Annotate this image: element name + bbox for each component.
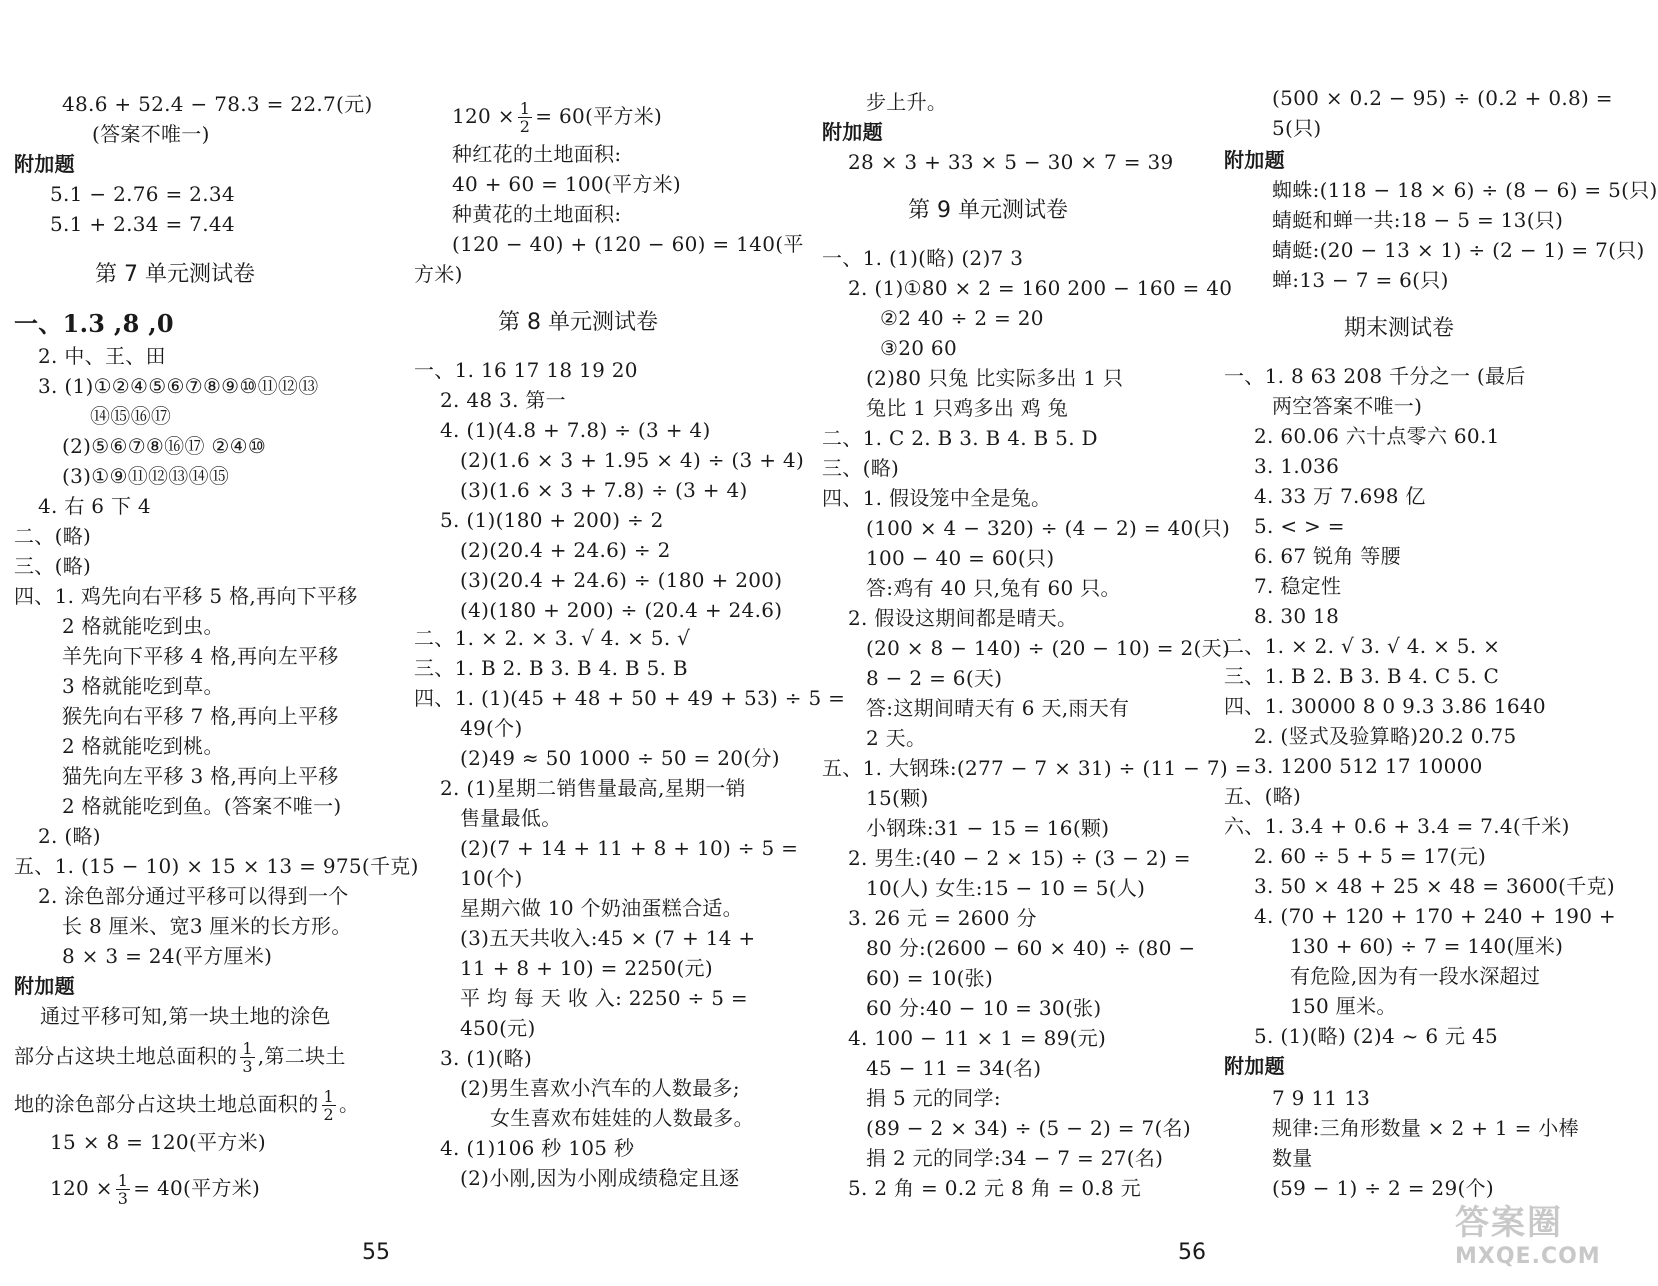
text-line: (2)(1.6 × 3 + 1.95 × 4) ÷ (3 + 4) [460, 448, 805, 472]
text-line: 8. 30 18 [1254, 604, 1340, 628]
text-line: 49(个) [460, 716, 523, 740]
text-line: (2)小刚,因为小刚成绩稳定且逐 [460, 1166, 740, 1190]
text-line: 5(只) [1272, 116, 1322, 140]
fraction [322, 1088, 336, 1123]
text-line: (2)(20.4 + 24.6) ÷ 2 [460, 538, 671, 562]
text-line: 答:这期间晴天有 6 天,雨天有 [866, 696, 1130, 720]
text-line: 一、1. (1)(略) (2)7 3 [822, 246, 1024, 270]
text-line: (4)(180 + 200) ÷ (20.4 + 24.6) [460, 598, 783, 622]
text-line: 四、1. 鸡先向右平移 5 格,再向下平移 [14, 584, 358, 608]
text-line: 二、1. × 2. × 3. √ 4. × 5. √ [414, 626, 691, 650]
text-line: 4. (1)106 秒 105 秒 [440, 1136, 635, 1160]
text-line: 四、1. 30000 8 0 9.3 3.86 1640 [1224, 694, 1546, 718]
text-line: 8 × 3 = 24(平方厘米) [62, 944, 273, 968]
page-number: 56 [1178, 1240, 1206, 1265]
text-line: 女生喜欢布娃娃的人数最多。 [490, 1106, 754, 1130]
text-line: 星期六做 10 个奶油蛋糕合适。 [460, 896, 743, 920]
text-line: 蝉:13 − 7 = 6(只) [1272, 268, 1449, 292]
text-line: (20 × 8 − 140) ÷ (20 − 10) = 2(天) [866, 636, 1231, 660]
text-line: 二、1. × 2. √ 3. √ 4. × 5. × [1224, 634, 1501, 658]
text-line: 售量最低。 [460, 806, 562, 830]
text-line: (2)⑤⑥⑦⑧⑯⑰ ②④⑩ [62, 434, 267, 458]
text-line: 2. 男生:(40 − 2 × 15) ÷ (3 − 2) = [848, 846, 1191, 870]
text-line: 方米) [414, 262, 463, 286]
text-line: 一、1.3 ,8 ,0 [14, 309, 174, 338]
unit-heading: 期末测试卷 [1344, 316, 1455, 341]
fraction-denominator: 3 [117, 1189, 129, 1208]
text-line: 2. (略) [38, 824, 101, 848]
text-fragment: 120 × [452, 104, 515, 128]
text-line: 一、1. 16 17 18 19 20 [414, 358, 638, 382]
text-line: 捐 2 元的同学:34 − 7 = 27(名) [866, 1146, 1164, 1170]
text-line: 蜻蜓和蝉一共:18 − 5 = 13(只) [1272, 208, 1564, 232]
text-line: 四、1. 假设笼中全是兔。 [822, 486, 1052, 510]
text-line: 2. 48 3. 第一 [440, 388, 566, 412]
text-line: 猫先向左平移 3 格,再向上平移 [62, 764, 339, 788]
text-line: 步上升。 [866, 90, 948, 114]
text-line: 通过平移可知,第一块土地的涂色 [40, 1004, 331, 1028]
section-label: 附加题 [1224, 148, 1285, 172]
text-line: 45 − 11 = 34(名) [866, 1056, 1042, 1080]
text-line: 4. 100 − 11 × 1 = 89(元) [848, 1026, 1107, 1050]
text-line: 60 分:40 − 10 = 30(张) [866, 996, 1102, 1020]
text-line: 答:鸡有 40 只,兔有 60 只。 [866, 576, 1121, 600]
unit-heading: 第 8 单元测试卷 [498, 310, 658, 335]
fraction-numerator: 1 [242, 1039, 253, 1058]
text-line: 五、1. (15 − 10) × 15 × 13 = 975(千克) [14, 854, 419, 878]
text-line: 五、1. 大钢珠:(277 − 7 × 31) ÷ (11 − 7) = [822, 756, 1252, 780]
text-line: 一、1. 8 63 208 千分之一 (最后 [1224, 364, 1526, 388]
text-line: ③20 60 [880, 336, 957, 360]
text-line: 7 9 11 13 [1272, 1086, 1371, 1110]
text-line: 4. (70 + 120 + 170 + 240 + 190 + [1254, 904, 1616, 928]
text-line: 2. (竖式及验算略)20.2 0.75 [1254, 724, 1517, 748]
text-line: 5. (1)(略) (2)4 ~ 6 元 45 [1254, 1024, 1499, 1048]
text-line: 四、1. (1)(45 + 48 + 50 + 49 + 53) ÷ 5 = [414, 686, 846, 710]
text-line: 2 天。 [866, 726, 927, 750]
text-line: 捐 5 元的同学: [866, 1086, 1001, 1110]
text-line: 规律:三角形数量 × 2 + 1 = 小棒 [1272, 1116, 1579, 1140]
text-line: 有危险,因为有一段水深超过 [1290, 964, 1541, 988]
watermark-logo [1455, 1195, 1601, 1283]
text-line: 2 格就能吃到鱼。(答案不唯一) [62, 794, 342, 818]
watermark-text: 答案圈 [1455, 1203, 1563, 1243]
text-line [14, 1040, 346, 1075]
text-line [452, 100, 662, 135]
text-fragment: = 60(平方米) [535, 104, 663, 128]
text-line [14, 1088, 359, 1123]
text-line: 二、1. C 2. B 3. B 4. B 5. D [822, 426, 1098, 450]
fraction [240, 1040, 254, 1075]
text-line: (3)①⑨⑪⑫⑬⑭⑮ [62, 464, 230, 488]
text-line: 80 分:(2600 − 60 × 40) ÷ (80 − [866, 936, 1196, 960]
text-line: 三、(略) [14, 554, 92, 578]
watermark-text: MXQE.COM [1455, 1244, 1601, 1269]
text-line: 兔比 1 只鸡多出 鸡 兔 [866, 396, 1069, 420]
text-line: (2)(7 + 14 + 11 + 8 + 10) ÷ 5 = [460, 836, 799, 860]
text-line: 小钢珠:31 − 15 = 16(颗) [866, 816, 1110, 840]
text-line: 2. 60 ÷ 5 + 5 = 17(元) [1254, 844, 1487, 868]
fraction-numerator: 1 [323, 1087, 334, 1106]
text-line: 15(颗) [866, 786, 929, 810]
text-line: 4. (1)(4.8 + 7.8) ÷ (3 + 4) [440, 418, 711, 442]
text-line: 150 厘米。 [1290, 994, 1397, 1018]
text-line: (答案不唯一) [92, 122, 210, 146]
text-line: (3)五天共收入:45 × (7 + 14 + [460, 926, 756, 950]
text-line: 11 + 8 + 10) = 2250(元) [460, 956, 713, 980]
text-line: 3. (1)(略) [440, 1046, 533, 1070]
text-fragment: 。 [338, 1092, 360, 1116]
unit-heading: 第 9 单元测试卷 [908, 198, 1068, 223]
text-line: 3. 26 元 = 2600 分 [848, 906, 1037, 930]
text-line: ②2 40 ÷ 2 = 20 [880, 306, 1044, 330]
text-line: 2 格就能吃到桃。 [62, 734, 224, 758]
text-line: 长 8 厘米、宽3 厘米的长方形。 [62, 914, 352, 938]
text-line: 2. 中、王、田 [38, 344, 166, 368]
text-line: 种红花的土地面积: [452, 142, 622, 166]
text-line: 3. 1200 512 17 10000 [1254, 754, 1483, 778]
text-line: 三、1. B 2. B 3. B 4. B 5. B [414, 656, 688, 680]
fraction-denominator: 3 [242, 1057, 253, 1076]
text-line: 五、(略) [1224, 784, 1302, 808]
text-line: 15 × 8 = 120(平方米) [50, 1130, 266, 1154]
text-line: ⑭⑮⑯⑰ [90, 404, 172, 428]
fraction-numerator: 1 [519, 99, 531, 118]
text-line: 6. 67 锐角 等腰 [1254, 544, 1401, 568]
text-line: 5.1 + 2.34 = 7.44 [50, 212, 235, 236]
text-line: 28 × 3 + 33 × 5 − 30 × 7 = 39 [848, 150, 1174, 174]
text-line: (500 × 0.2 − 95) ÷ (0.2 + 0.8) = [1272, 86, 1613, 110]
fraction-denominator: 2 [519, 117, 531, 136]
text-line: 2 格就能吃到虫。 [62, 614, 224, 638]
text-line: 3. (1)①②④⑤⑥⑦⑧⑨⑩⑪⑫⑬ [38, 374, 319, 398]
text-line: 2. (1)星期二销售量最高,星期一销 [440, 776, 746, 800]
page-number: 55 [362, 1240, 390, 1265]
text-fragment: 部分占这块土地总面积的 [14, 1044, 238, 1068]
text-line: 三、(略) [822, 456, 900, 480]
text-line: 7. 稳定性 [1254, 574, 1342, 598]
text-line: 2. 假设这期间都是晴天。 [848, 606, 1078, 630]
text-line: (2)男生喜欢小汽车的人数最多; [460, 1076, 740, 1100]
text-line: 2. 60.06 六十点零六 60.1 [1254, 424, 1500, 448]
text-line: 2. 涂色部分通过平移可以得到一个 [38, 884, 349, 908]
section-label: 附加题 [1224, 1054, 1285, 1078]
text-line: 3. 1.036 [1254, 454, 1340, 478]
fraction [518, 100, 532, 135]
text-line: 2. (1)①80 × 2 = 160 200 − 160 = 40 [848, 276, 1233, 300]
text-line: (120 − 40) + (120 − 60) = 140(平 [452, 232, 804, 256]
text-line: 数量 [1272, 1146, 1313, 1170]
text-line: 蜻蜓:(20 − 13 × 1) ÷ (2 − 1) = 7(只) [1272, 238, 1645, 262]
text-line: 100 − 40 = 60(只) [866, 546, 1055, 570]
section-label: 附加题 [822, 120, 883, 144]
text-fragment: ,第二块土 [257, 1044, 346, 1068]
text-line: 450(元) [460, 1016, 536, 1040]
text-line: (2)80 只兔 比实际多出 1 只 [866, 366, 1124, 390]
text-line: 48.6 + 52.4 − 78.3 = 22.7(元) [62, 92, 373, 116]
text-line: 10(个) [460, 866, 523, 890]
text-line: (89 − 2 × 34) ÷ (5 − 2) = 7(名) [866, 1116, 1191, 1140]
section-label: 附加题 [14, 152, 75, 176]
text-line: 三、1. B 2. B 3. B 4. C 5. C [1224, 664, 1500, 688]
text-fragment: 地的涂色部分占这块土地总面积的 [14, 1092, 319, 1116]
text-line: 3 格就能吃到草。 [62, 674, 224, 698]
text-line: 5.1 − 2.76 = 2.34 [50, 182, 235, 206]
text-line: 种黄花的土地面积: [452, 202, 622, 226]
text-line: 8 − 2 = 6(天) [866, 666, 1003, 690]
text-line [50, 1172, 260, 1207]
text-line: (3)(1.6 × 3 + 7.8) ÷ (3 + 4) [460, 478, 748, 502]
text-line: 5. (1)(180 + 200) ÷ 2 [440, 508, 664, 532]
text-line: 10(人) 女生:15 − 10 = 5(人) [866, 876, 1146, 900]
text-line: 60) = 10(张) [866, 966, 994, 990]
text-line: 40 + 60 = 100(平方米) [452, 172, 682, 196]
text-line: (100 × 4 − 320) ÷ (4 − 2) = 40(只) [866, 516, 1231, 540]
text-line: (3)(20.4 + 24.6) ÷ (180 + 200) [460, 568, 783, 592]
text-line: 两空答案不唯一) [1272, 394, 1423, 418]
text-line: (59 − 1) ÷ 2 = 29(个) [1272, 1176, 1494, 1200]
text-line: 蜘蛛:(118 − 18 × 6) ÷ (8 − 6) = 5(只) [1272, 178, 1658, 202]
text-line: (2)49 ≈ 50 1000 ÷ 50 = 20(分) [460, 746, 780, 770]
text-line: 130 + 60) ÷ 7 = 140(厘米) [1290, 934, 1564, 958]
text-line: 羊先向下平移 4 格,再向左平移 [62, 644, 339, 668]
text-line: 平 均 每 天 收 入: 2250 ÷ 5 = [460, 986, 748, 1010]
text-fragment: = 40(平方米) [133, 1176, 261, 1200]
section-label: 附加题 [14, 974, 75, 998]
text-line: 4. 右 6 下 4 [38, 494, 151, 518]
fraction-numerator: 1 [117, 1171, 129, 1190]
text-line: 二、(略) [14, 524, 92, 548]
fraction [116, 1172, 130, 1207]
text-line: 六、1. 3.4 + 0.6 + 3.4 = 7.4(千米) [1224, 814, 1570, 838]
text-fragment: 120 × [50, 1176, 113, 1200]
text-line: 猴先向右平移 7 格,再向上平移 [62, 704, 339, 728]
text-line: 5. 2 角 = 0.2 元 8 角 = 0.8 元 [848, 1176, 1142, 1200]
text-line: 3. 50 × 48 + 25 × 48 = 3600(千克) [1254, 874, 1615, 898]
fraction-denominator: 2 [323, 1105, 334, 1124]
text-line: 4. 33 万 7.698 亿 [1254, 484, 1426, 508]
text-line: 5. < > = [1254, 514, 1345, 538]
unit-heading: 第 7 单元测试卷 [95, 262, 255, 287]
